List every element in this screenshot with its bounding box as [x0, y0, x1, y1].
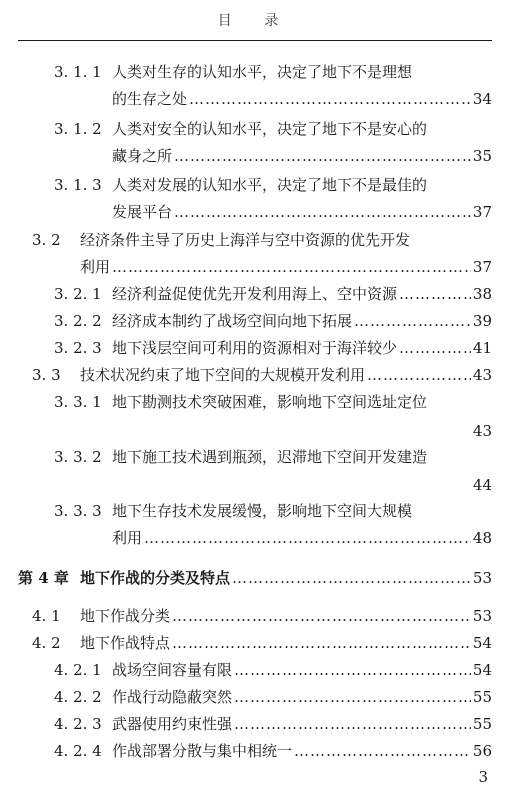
toc-entry-4-2-3[interactable]	[54, 713, 492, 735]
toc-number: 4. 2	[32, 634, 61, 652]
toc-entry-3-3-2[interactable]	[54, 446, 494, 468]
toc-number: 3. 2. 2	[54, 312, 102, 330]
toc-title: 地下勘测技术突破困难，影响地下空间选址定位	[112, 393, 428, 411]
toc-leader	[174, 145, 471, 167]
toc-leader	[234, 713, 471, 735]
toc-title: 地下作战特点	[80, 634, 171, 652]
toc-leader	[189, 88, 471, 110]
toc-page-number: 39	[472, 312, 492, 330]
toc-title: 作战部署分散与集中相统一	[112, 742, 293, 760]
toc-entry-chapter-4[interactable]	[18, 567, 492, 589]
toc-number: 4. 2. 3	[54, 715, 102, 733]
toc-leader	[234, 686, 471, 708]
toc-number: 3. 1. 2	[54, 120, 102, 138]
toc-entry-4-2[interactable]	[32, 632, 492, 654]
toc-title: 地下浅层空间可利用的资源相对于海洋较少	[112, 339, 398, 357]
toc-title: 人类对生存的认知水平，决定了地下不是理想	[112, 63, 413, 81]
toc-entry-3-2-3[interactable]	[54, 337, 492, 359]
toc-chapter-title: 地下作战的分类及特点	[80, 569, 231, 587]
toc-entry-3-2-1[interactable]	[54, 283, 492, 305]
toc-leader	[172, 605, 471, 627]
toc-title: 作战行动隐蔽突然	[112, 688, 233, 706]
toc-title: 地下生存技术发展缓慢，影响地下空间大规模	[112, 502, 413, 520]
toc-number: 3. 1. 1	[54, 63, 102, 81]
toc-entry-3-1-1-cont[interactable]	[112, 88, 492, 110]
toc-page-number: 37	[472, 203, 492, 221]
toc-page-number: 53	[472, 607, 492, 625]
toc-title: 地下作战分类	[80, 607, 171, 625]
toc-entry-3-2-2[interactable]	[54, 310, 492, 332]
toc-title-continuation: 利用	[112, 529, 143, 547]
toc-number: 3. 3. 1	[54, 393, 102, 411]
toc-page-number: 54	[472, 661, 492, 679]
toc-leader	[174, 201, 471, 223]
toc-number: 3. 2. 1	[54, 285, 102, 303]
toc-page-number: 37	[472, 258, 492, 276]
toc-page-number: 54	[472, 634, 492, 652]
toc-page-number: 48	[472, 529, 492, 547]
toc-entry-3-1-2[interactable]	[54, 118, 494, 140]
toc-entry-3-1-3[interactable]	[54, 174, 494, 196]
page-folio: 3	[478, 768, 488, 786]
header-rule	[18, 40, 492, 41]
toc-entry-3-3-3[interactable]	[54, 500, 494, 522]
toc-entry-4-2-1[interactable]	[54, 659, 492, 681]
toc-entry-3-3-3-cont[interactable]	[112, 527, 492, 549]
toc-entry-3-2[interactable]	[32, 229, 494, 251]
toc-number: 3. 3	[32, 366, 61, 384]
toc-title: 人类对安全的认知水平，决定了地下不是安心的	[112, 120, 428, 138]
toc-number: 3. 1. 3	[54, 176, 102, 194]
toc-entry-3-1-3-cont[interactable]	[112, 201, 492, 223]
toc-page-number: 56	[472, 742, 492, 760]
toc-leader	[172, 632, 471, 654]
toc-title-continuation: 发展平台	[112, 203, 173, 221]
toc-title: 地下施工技术遇到瓶颈，迟滞地下空间开发建造	[112, 448, 428, 466]
toc-leader	[399, 337, 471, 359]
toc-title: 人类对发展的认知水平，决定了地下不是最佳的	[112, 176, 428, 194]
toc-page-number: 34	[472, 90, 492, 108]
toc-leader	[294, 740, 471, 762]
toc-page-number: 35	[472, 147, 492, 165]
toc-page-number: 44	[472, 476, 492, 494]
toc-title: 战场空间容量有限	[112, 661, 233, 679]
toc-leader	[234, 659, 471, 681]
toc-number: 4. 2. 4	[54, 742, 102, 760]
toc-entry-4-2-2[interactable]	[54, 686, 492, 708]
toc-page-number: 43	[472, 366, 492, 384]
toc-entry-4-2-4[interactable]	[54, 740, 492, 762]
toc-page-number: 38	[472, 285, 492, 303]
toc-number: 4. 2. 2	[54, 688, 102, 706]
toc-chapter-number: 第 4 章	[18, 569, 69, 587]
toc-title-continuation: 利用	[80, 258, 111, 276]
toc-leader	[232, 567, 471, 589]
toc-entry-3-3[interactable]	[32, 364, 492, 386]
toc-title-continuation: 的生存之处	[112, 90, 188, 108]
toc-page-number: 55	[472, 715, 492, 733]
toc-leader	[399, 283, 471, 305]
toc-title: 武器使用约束性强	[112, 715, 233, 733]
toc-title-continuation: 藏身之所	[112, 147, 173, 165]
toc-number: 3. 3. 2	[54, 448, 102, 466]
toc-title: 技术状况约束了地下空间的大规模开发利用	[80, 366, 366, 384]
toc-entry-3-1-2-cont[interactable]	[112, 145, 492, 167]
toc-number: 3. 2. 3	[54, 339, 102, 357]
toc-title: 经济条件主导了历史上海洋与空中资源的优先开发	[80, 231, 411, 249]
toc-leader	[367, 364, 471, 386]
toc-page-number: 43	[472, 422, 492, 440]
toc-number: 4. 2. 1	[54, 661, 102, 679]
toc-leader	[354, 310, 471, 332]
toc-number: 4. 1	[32, 607, 61, 625]
toc-number: 3. 3. 3	[54, 502, 102, 520]
toc-page-number: 41	[472, 339, 492, 357]
toc-title: 经济成本制约了战场空间向地下拓展	[112, 312, 353, 330]
toc-leader	[112, 256, 471, 278]
running-header: 目 录	[217, 13, 293, 29]
toc-title: 经济利益促使优先开发利用海上、空中资源	[112, 285, 398, 303]
toc-entry-4-1[interactable]	[32, 605, 492, 627]
toc-entry-3-1-1[interactable]	[54, 61, 494, 83]
toc-leader	[144, 527, 471, 549]
toc-page-number: 55	[472, 688, 492, 706]
toc-page-number: 53	[472, 569, 492, 587]
toc-number: 3. 2	[32, 231, 61, 249]
toc-entry-3-3-1-cont[interactable]	[112, 420, 492, 442]
toc-entry-3-2-cont[interactable]	[80, 256, 492, 278]
toc-entry-3-3-2-cont[interactable]	[112, 474, 492, 496]
toc-entry-3-3-1[interactable]	[54, 391, 494, 413]
